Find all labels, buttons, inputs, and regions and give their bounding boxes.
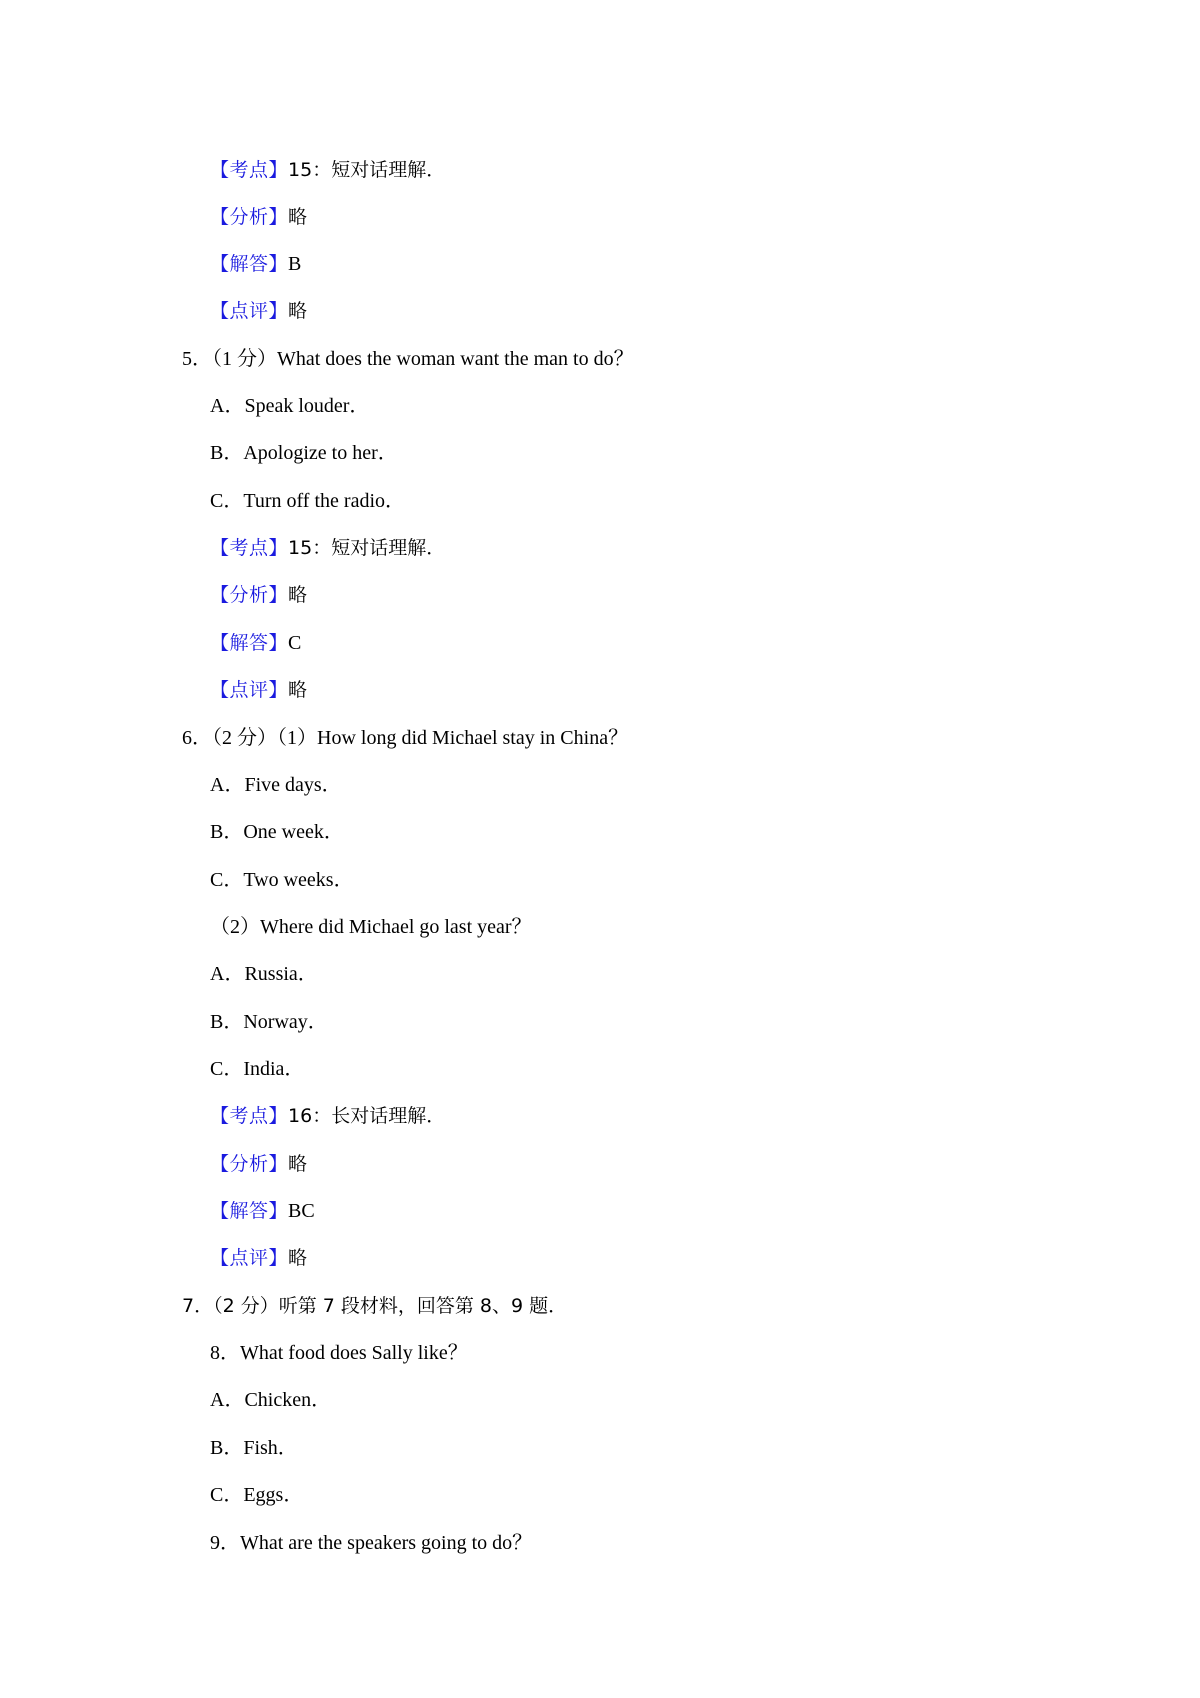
tag-label: 【解答】	[210, 632, 289, 654]
tag-label: 【点评】	[210, 300, 289, 322]
analysis-line-jieda	[210, 250, 301, 278]
analysis-line-kaodian	[210, 1102, 445, 1130]
sub-question-8: 8．What food does Sally like？	[210, 1342, 468, 1364]
analysis-line-fenxi	[210, 1150, 307, 1178]
option-b: B．Apologize to her．	[210, 442, 398, 464]
tag-label: 【分析】	[210, 1153, 289, 1175]
question-7-text: 7．（2 分）听第 7 段材料，回答第 8、9 题．	[182, 1295, 568, 1317]
tag-label: 【解答】	[210, 1200, 289, 1222]
option-a: A．Speak louder．	[210, 395, 370, 417]
question-7	[182, 1292, 567, 1320]
analysis-line-kaodian	[210, 156, 445, 184]
tag-content: 略	[288, 1247, 308, 1269]
tag-label: 【点评】	[210, 679, 289, 701]
option-c: C．Two weeks．	[210, 869, 354, 891]
option-b: B．One week．	[210, 821, 344, 843]
analysis-line-fenxi	[210, 581, 307, 609]
analysis-line-dianping	[210, 676, 307, 704]
option-a: A．Chicken．	[210, 1389, 332, 1411]
option-b: B．Fish．	[210, 1437, 298, 1459]
sub-question-9: 9．What are the speakers going to do？	[210, 1532, 533, 1554]
tag-label: 【分析】	[210, 206, 289, 228]
tag-content: 略	[288, 206, 308, 228]
tag-label: 【分析】	[210, 584, 289, 606]
analysis-line-kaodian	[210, 534, 445, 562]
question-6: 6．（2 分）（1）How long did Michael stay in China？	[182, 727, 629, 749]
analysis-line-dianping	[210, 297, 307, 325]
option-b: B．Norway．	[210, 1011, 328, 1033]
option-a: A．Five days．	[210, 774, 342, 796]
tag-content: 略	[288, 679, 308, 701]
option-c: C．India．	[210, 1058, 305, 1080]
tag-content: 16：长对话理解．	[288, 1105, 446, 1127]
analysis-line-fenxi	[210, 203, 307, 231]
tag-label: 【考点】	[210, 537, 289, 559]
tag-label: 【解答】	[210, 253, 289, 275]
analysis-line-jieda	[210, 629, 301, 657]
tag-content: 15：短对话理解．	[288, 537, 446, 559]
question-5: 5．（1 分）What does the woman want the man to do？	[182, 348, 634, 370]
analysis-line-dianping	[210, 1244, 307, 1272]
tag-content: C	[288, 632, 302, 654]
tag-content: 略	[288, 300, 308, 322]
tag-label: 【考点】	[210, 159, 289, 181]
sub-question-2: （2）Where did Michael go last year？	[210, 916, 532, 938]
option-c: C．Turn off the radio．	[210, 490, 405, 512]
tag-content: BC	[288, 1200, 315, 1222]
option-a: A．Russia．	[210, 963, 318, 985]
tag-content: 15：短对话理解．	[288, 159, 446, 181]
tag-label: 【点评】	[210, 1247, 289, 1269]
tag-label: 【考点】	[210, 1105, 289, 1127]
tag-content: 略	[288, 1153, 308, 1175]
tag-content: B	[288, 253, 302, 275]
tag-content: 略	[288, 584, 308, 606]
option-c: C．Eggs．	[210, 1484, 304, 1506]
analysis-line-jieda	[210, 1197, 315, 1225]
